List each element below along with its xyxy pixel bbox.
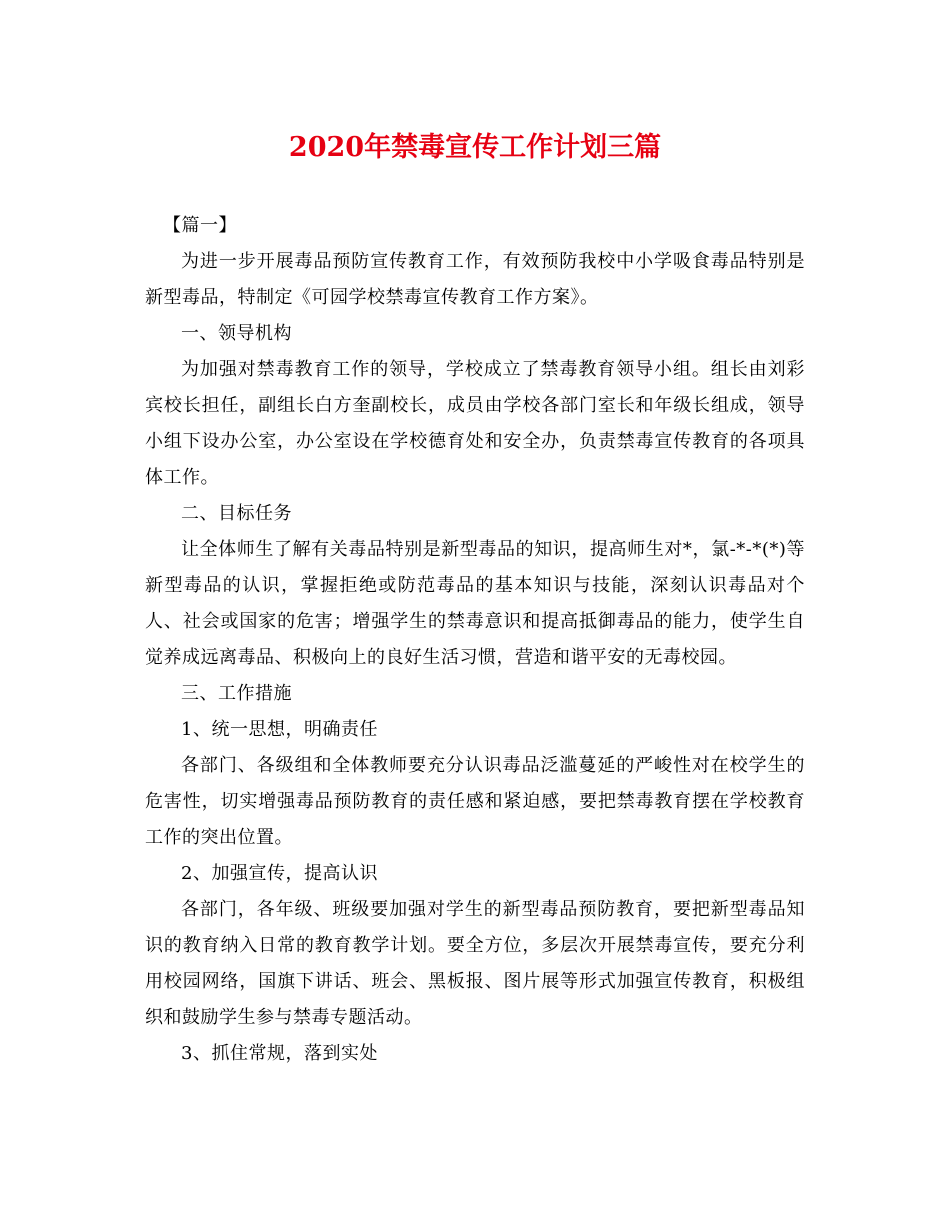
document-title: 2020年禁毒宣传工作计划三篇 xyxy=(288,132,662,163)
heading-measures: 三、工作措施 xyxy=(181,683,292,704)
subheading-measure-2: 2、加强宣传，提高认识 xyxy=(181,863,378,884)
subheading-measure-3: 3、抓住常规，落到实处 xyxy=(181,1043,378,1064)
subheading-measure-1: 1、统一思想，明确责任 xyxy=(181,719,378,740)
heading-goals: 二、目标任务 xyxy=(181,503,292,524)
heading-leadership: 一、领导机构 xyxy=(181,323,292,344)
document-body xyxy=(145,208,805,1072)
paragraph-leadership: 为加强对禁毒教育工作的领导，学校成立了禁毒教育领导小组。组长由刘彩宾校长担任，副组长白方奎副校长，成员由学校各部门室长和年级长组成，领导小组下设办公室，办公室设在学校德育处和安全办，负责禁毒宣传教育的各项具体工作。 xyxy=(145,359,805,488)
section-heading-part-one: 【篇一】 xyxy=(163,215,237,236)
paragraph-intro: 为进一步开展毒品预防宣传教育工作，有效预防我校中小学吸食毒品特别是新型毒品，特制定《可园学校禁毒宣传教育工作方案》。 xyxy=(145,251,805,308)
paragraph-goals: 让全体师生了解有关毒品特别是新型毒品的知识，提高师生对*，氯-*-*(*)等新型毒品的认识，掌握拒绝或防范毒品的基本知识与技能，深刻认识毒品对个人、社会或国家的危害；增强学生的禁毒意识和提高抵御毒品的能力，使学生自觉养成远离毒品、积极向上的良好生活习惯，营造和谐平安的无毒校园。 xyxy=(145,539,805,668)
paragraph-measure-1: 各部门、各级组和全体教师要充分认识毒品泛滥蔓延的严峻性对在校学生的危害性，切实增强毒品预防教育的责任感和紧迫感，要把禁毒教育摆在学校教育工作的突出位置。 xyxy=(145,755,805,848)
paragraph-measure-2: 各部门，各年级、班级要加强对学生的新型毒品预防教育，要把新型毒品知识的教育纳入日常的教育教学计划。要全方位，多层次开展禁毒宣传，要充分利用校园网络，国旗下讲话、班会、黑板报、图片展等形式加强宣传教育，积极组织和鼓励学生参与禁毒专题活动。 xyxy=(145,899,805,1028)
